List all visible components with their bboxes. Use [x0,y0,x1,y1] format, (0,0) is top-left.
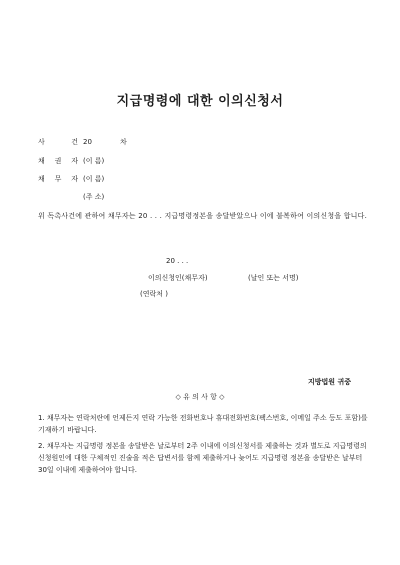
case-label [38,138,78,147]
creditor-label-char-3: 자 [71,157,78,165]
contact-field: (연락처 ) [140,290,168,298]
debtor-label-char-3: 자 [71,175,78,183]
document-title: 지급명령에 대한 이의신청서 [116,94,284,109]
body-paragraph: 위 독촉사건에 관하여 채무자는 20 . . . 지급명령정본을 송달받았으나 이에 불복하여 이의신청을 합니다. [38,212,368,220]
debtor-address-field: (주 소) [83,193,105,201]
case-label-char-1: 사 [38,138,45,146]
creditor-label [38,157,78,166]
applicant-label: 이의신청인(채무자) [148,274,208,282]
creditor-name-field: (이 름) [83,157,105,165]
creditor-label-char-1: 채 [38,157,45,165]
case-suffix: 차 [120,138,127,146]
note-item: 1. 채무자는 연락처란에 언제든지 연락 가능한 전화번호나 휴대전화번호(팩스번호, 이메일 주소 등도 포함)를 기재하기 바랍니다. [38,414,368,434]
debtor-label [38,175,78,184]
date-line: 20 . . . [166,257,189,265]
case-label-char-2: 건 [71,138,78,146]
debtor-label-char-2: 무 [54,175,62,183]
court-addressee: 지방법원 귀중 [308,378,352,386]
debtor-name-field: (이 름) [83,175,105,183]
creditor-label-char-2: 권 [54,157,62,165]
seal-label: (날인 또는 서명) [248,274,299,282]
notes-heading: ◇ 유 의 사 항 ◇ [175,393,225,401]
note-item: 2. 채무자는 지급명령 정본을 송달받은 날로부터 2주 이내에 이의신청서를 제출하는 것과 별도로 지급명령의 신청원인에 대한 구체적인 진술을 적은 답변서를 함께 제출하거나 늦어도 지급명령 정본을 송달받은 날부터 30일 이내에 제출하여야 합니다. [38,442,367,474]
case-year: 20 [83,138,92,146]
debtor-label-char-1: 채 [38,175,45,183]
